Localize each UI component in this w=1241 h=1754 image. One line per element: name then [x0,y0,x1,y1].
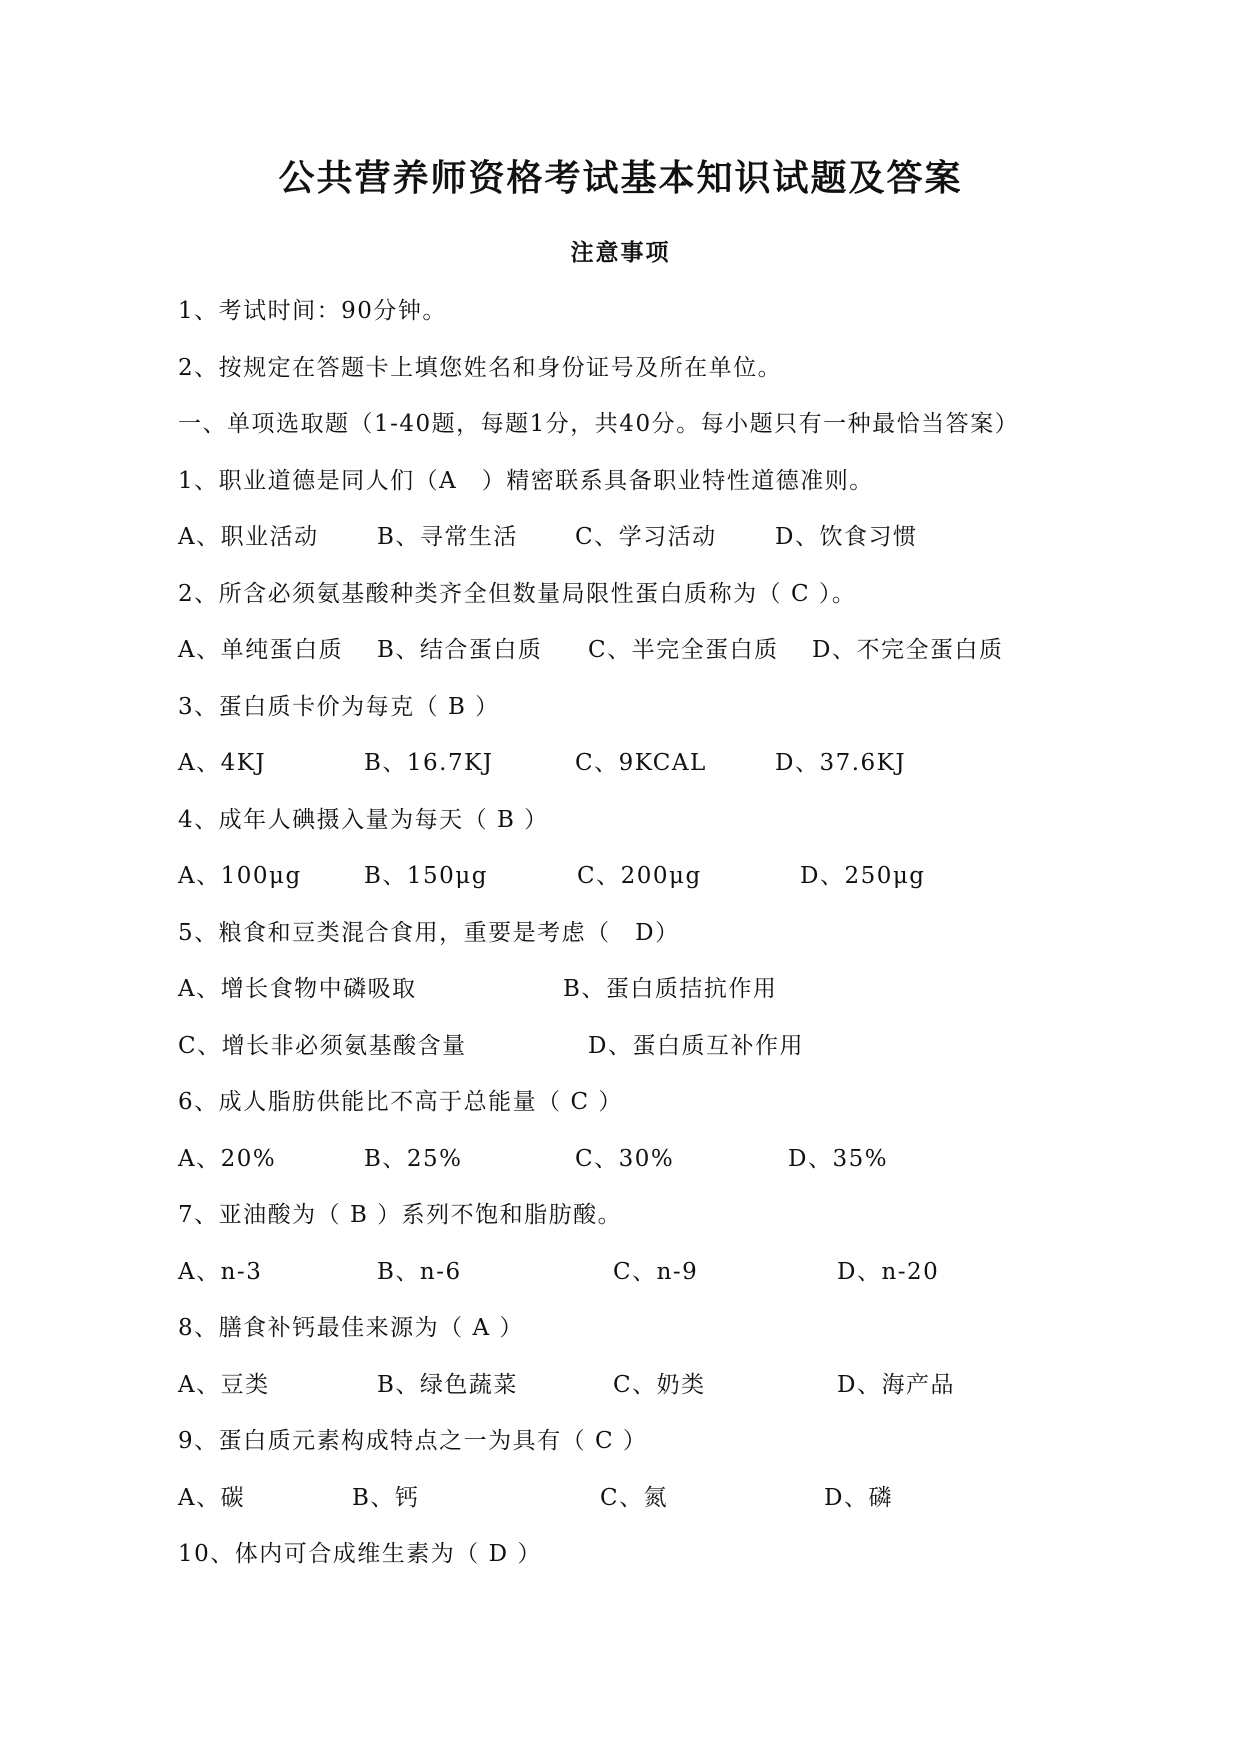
question-1-option-b: B、寻常生活 [377,524,518,550]
document-title: 公共营养师资格考试基本知识试题及答案 [278,157,963,199]
question-6-option-b: B、25% [364,1146,463,1172]
question-9-stem: 9、蛋白质元素构成特点之一为具有（ C ） [178,1428,648,1454]
question-1-stem: 1、职业道德是同人们（A ）精密联系具备职业特性道德准则。 [178,468,874,494]
question-5-option-d: D、蛋白质互补作用 [588,1033,804,1059]
question-5-option-a: A、增长食物中磷吸取 [178,976,417,1002]
question-6-option-c: C、30% [575,1146,675,1172]
question-7-option-c: C、n-9 [613,1259,699,1285]
question-7-option-d: D、n-20 [837,1259,940,1285]
question-9-option-a: A、碳 [178,1485,246,1511]
question-4-option-c: C、200μg [577,863,702,889]
question-9-option-c: C、氮 [600,1485,669,1511]
question-2-option-d: D、不完全蛋白质 [812,637,1004,663]
question-2-stem: 2、所含必须氨基酸种类齐全但数量局限性蛋白质称为（ C ）。 [178,581,857,607]
question-4-option-a: A、100μg [178,863,302,889]
question-2-option-a: A、单纯蛋白质 [178,637,344,663]
question-5-option-c: C、增长非必须氨基酸含量 [178,1033,467,1059]
question-7-option-a: A、n-3 [178,1259,263,1285]
question-3-option-b: B、16.7KJ [364,750,494,776]
notice-heading: 注意事项 [570,239,671,266]
question-10-stem: 10、体内可合成维生素为（ D ） [178,1541,542,1567]
question-8-option-a: A、豆类 [178,1372,270,1398]
question-5-stem: 5、粮食和豆类混合食用，重要是考虑（ D） [178,920,680,946]
question-4-stem: 4、成年人碘摄入量为每天（ B ） [178,807,549,833]
question-3-option-a: A、4KJ [178,750,267,776]
question-7-option-b: B、n-6 [377,1259,462,1285]
question-7-stem: 7、亚油酸为（ B ）系列不饱和脂肪酸。 [178,1202,623,1228]
question-4-option-d: D、250μg [800,863,926,889]
question-1-option-d: D、饮食习惯 [775,524,918,550]
question-8-option-c: C、奶类 [613,1372,706,1398]
question-1-option-a: A、职业活动 [178,524,319,550]
question-8-option-d: D、海产品 [837,1372,955,1398]
question-4-option-b: B、150μg [364,863,488,889]
question-3-option-c: C、9KCAL [575,750,707,776]
question-8-stem: 8、膳食补钙最佳来源为（ A ） [178,1315,524,1341]
question-3-stem: 3、蛋白质卡价为每克（ B ） [178,694,500,720]
question-2-option-b: B、结合蛋白质 [377,637,543,663]
question-3-option-d: D、37.6KJ [775,750,907,776]
question-6-option-a: A、20% [178,1146,277,1172]
question-5-option-b: B、蛋白质拮抗作用 [563,976,778,1002]
question-8-option-b: B、绿色蔬菜 [377,1372,518,1398]
question-2-option-c: C、半完全蛋白质 [588,637,779,663]
section-header: 一、单项选取题（1-40题，每题1分，共40分。每小题只有一种最恰当答案） [178,411,1020,437]
question-1-option-c: C、学习活动 [575,524,717,550]
question-9-option-b: B、钙 [352,1485,420,1511]
note-2: 2、按规定在答题卡上填您姓名和身份证号及所在单位。 [178,355,783,381]
note-1: 1、考试时间：90分钟。 [178,298,447,324]
question-6-option-d: D、35% [788,1146,889,1172]
question-6-stem: 6、成人脂肪供能比不高于总能量（ C ） [178,1089,623,1115]
question-9-option-d: D、磷 [824,1485,893,1511]
